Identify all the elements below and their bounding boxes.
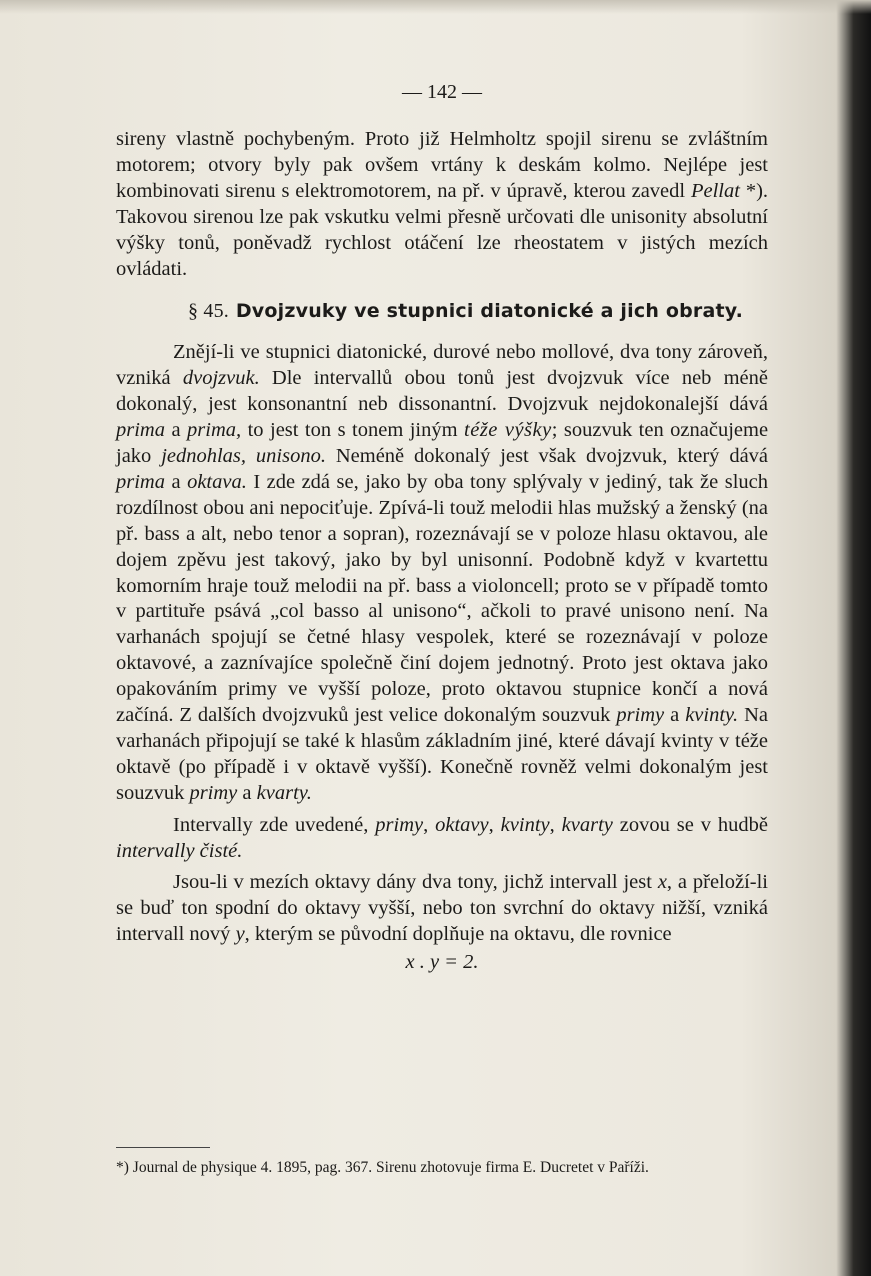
- formula: x . y = 2.: [405, 951, 479, 974]
- text-span: Jsou-li v mezích oktavy dány dva tony, jichž intervall jest: [173, 871, 652, 894]
- text-span: ,: [488, 813, 494, 836]
- text-span: Intervally zde uvedené,: [173, 813, 369, 836]
- text-span: Na varhanách připojují se také k hlasům základním jiné, které dávají kvinty v téže oktavě (po případě i v oktavě vyšší). Konečně rovněž velmi dokonalým jest souzvuk: [116, 704, 768, 804]
- text-span: , a přeloží-li se buď ton spodní do oktavy vyšší, nebo ton svrchní do oktavy nižší, vzniká intervall nový: [116, 871, 768, 946]
- emphasis: dvojzvuk.: [182, 367, 260, 390]
- emphasis: primy: [375, 813, 424, 836]
- emphasis: prima: [116, 419, 165, 442]
- paragraph-obraty: [116, 870, 768, 948]
- text-span: a: [171, 470, 181, 493]
- body-text: [116, 127, 768, 976]
- text-span: ,: [549, 813, 555, 836]
- paragraph-intervally: [116, 813, 768, 865]
- text-span: Dle intervallů obou tonů jest dvojzvuk více neb méně dokonalý, jest konsonantní neb dissonantní. Dvojzvuk nejdokonalejší dává: [116, 367, 769, 416]
- emphasis: téže výšky: [464, 419, 552, 442]
- footnote-marker: *): [745, 179, 763, 202]
- emphasis: primy: [616, 704, 665, 727]
- text-span: a: [171, 419, 181, 442]
- text-span: a: [670, 704, 680, 727]
- emphasis: prima,: [187, 419, 242, 442]
- page-shadow: [0, 0, 871, 14]
- emphasis: x: [657, 871, 667, 894]
- text-span: ; souzvuk ten označujeme jako: [116, 419, 769, 467]
- emphasis: prima: [116, 470, 165, 493]
- footnote-divider: [116, 1147, 210, 1148]
- text-span: I zde zdá se, jako by oba tony splývaly v jediný, tak že sluch rozdílnost obou ani nepociťuje. Zpívá-li touž melodii hlas mužský a ženský (na př. bass a alt, nebo tenor a sopran), rozeznávají se v poloze hlasu oktavou, ale dojem zpěvu jest takový, jako by byl unisonní. Podobně když v kvartettu komorním hraje touž melodii na př. bass a violoncell; proto se v případě tomto v partituře psává „col basso al unisono“, ačkoli to pravé unisono není. Na varhanách spojují se četné hlasy vespolek, které se rozeznávají v poloze oktavové, a zaznívajíce společně činí dojem jednotný. Proto jest oktava jako opakováním primy ve vyšší poloze, proto oktavou stupnice končí a nová začíná. Z dalších dvojzvuků jest velice dokonalým souzvuk: [116, 470, 768, 727]
- intro-text: sireny vlastně pochybeným. Proto již Helmholtz spojil sirenu se zvláštním motorem; otvory byly pak ovšem vrtány k deskám kolmo. Nejlépe jest kombinovati sirenu s elektromotorem, na př. v úpravě, kterou zavedl: [116, 128, 768, 202]
- section-title: Dvojzvuky ve stupnici diatonické a jich obraty.: [235, 300, 744, 323]
- emphasis: intervally čisté.: [116, 839, 243, 862]
- page-number: — 142 —: [402, 81, 482, 103]
- text-span: to jest ton s tonem jiným: [247, 419, 458, 442]
- text-span: ,: [423, 813, 429, 836]
- emphasis: kvarty: [561, 813, 613, 836]
- emphasis: oktavy: [435, 813, 489, 836]
- emphasis: kvinty: [500, 813, 550, 836]
- emphasis: kvinty.: [685, 704, 739, 727]
- text-span: , kterým se původní doplňuje na oktavu, dle rovnice: [244, 923, 672, 946]
- emphasis: kvarty.: [256, 781, 312, 804]
- emphasis: y: [235, 923, 245, 946]
- text-span: Znějí-li ve stupnici diatonické, durové nebo mollové, dva tony zároveň, vzniká: [116, 341, 768, 390]
- emphasis: jednohlas, unisono.: [161, 444, 326, 467]
- section-heading: [116, 299, 768, 325]
- section-number: § 45.: [188, 300, 229, 323]
- emphasis: oktava.: [187, 470, 247, 493]
- text-span: a: [242, 781, 252, 804]
- emphasis: primy: [189, 781, 238, 804]
- pellat-name: Pellat: [690, 179, 740, 202]
- paragraph-intro: [116, 127, 768, 282]
- text-span: zovou se v hudbě: [619, 813, 769, 836]
- intro-text-rest: . Takovou sirenou lze pak vskutku velmi přesně určovati dle unisonity absolutní výšky tonů, poněvadž rychlost otáčení lze rheostatem v jistých mezích ovládati.: [116, 179, 769, 280]
- footnote: *) Journal de physique 4. 1895, pag. 367. Sirenu zhotovuje firma E. Ducretet v Paříži.: [116, 1159, 649, 1176]
- paragraph-dvojzvuk: [116, 340, 768, 806]
- text-span: Neméně dokonalý jest však dvojzvuk, který dává: [335, 444, 769, 467]
